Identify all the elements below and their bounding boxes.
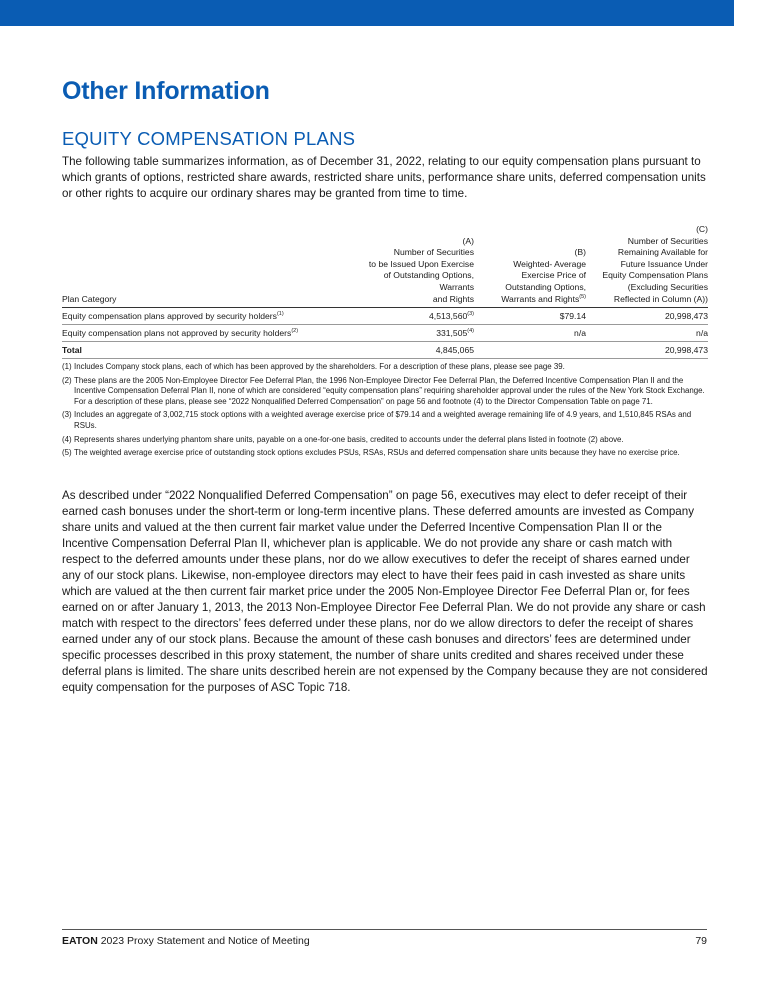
header-c-line: (Excluding Securities [627, 281, 708, 292]
footer-title [62, 935, 310, 947]
cell-b: n/a [474, 325, 586, 342]
header-b-line: Weighted- Average [513, 258, 586, 269]
header-a-line: of Outstanding Options, [383, 270, 474, 281]
table-row [62, 325, 708, 342]
cell-c: 20,998,473 [586, 308, 708, 325]
header-a-line: and Rights [432, 293, 474, 304]
total-a: 4,845,065 [352, 342, 474, 359]
footnote-text: Includes an aggregate of 3,002,715 stock options with a weighted average exercise price of $79.14 and a weighted average remaining life of 4.9 years, and 1,510,845 RSAs and RSUs. [74, 410, 692, 430]
footnote-text: Includes Company stock plans, each of which has been approved by the shareholders. For a description of these plans, please see page 39. [74, 362, 565, 371]
footnote [62, 362, 708, 373]
footnote [62, 410, 708, 431]
footnote-text: The weighted average exercise price of outstanding stock options excludes PSUs, RSAs, RSUs and deferred compensation share units because they have no exercise price. [74, 448, 680, 458]
header-b-line: Outstanding Options, [505, 281, 586, 292]
header-a-line: to be Issued Upon Exercise [368, 258, 474, 269]
footnote-text: Represents shares underlying phantom share units, payable on a one-for-one basis, credited to accounts under the deferral plans listed in footnote (2) above. [74, 434, 624, 444]
section-heading: EQUITY COMPENSATION PLANS [62, 128, 356, 149]
header-b-last: Warrants and Rights [501, 293, 580, 304]
footnote-number: (2) [62, 375, 72, 385]
cell-a [352, 325, 474, 342]
footer-brand: EATON [62, 935, 98, 947]
page-number: 79 [695, 935, 707, 947]
header-a-letter: (A) [462, 235, 474, 246]
footnote-ref: (4) [467, 328, 474, 335]
intro-paragraph: The following table summarizes information, as of December 31, 2022, relating to our equity compensation plans pursuant to which grants of options, restricted share awards, restricted share units, performance share units, deferred compensation units or other rights to acquire our ordinary shares may be granted from time to time. [62, 155, 706, 200]
cell-a-value: 331,505 [436, 328, 468, 339]
footnote-ref: (5) [579, 293, 586, 300]
equity-compensation-table [62, 224, 708, 359]
top-color-bar [0, 0, 734, 26]
header-c-letter: (C) [696, 224, 708, 234]
footnote-number: (3) [62, 410, 72, 420]
footnote-ref: (1) [276, 311, 284, 318]
total-label: Total [62, 342, 352, 359]
cell-a-value: 4,513,560 [429, 311, 468, 322]
header-column-a [352, 224, 474, 308]
cell-b: $79.14 [474, 308, 586, 325]
total-row [62, 342, 708, 359]
footer-divider [62, 929, 707, 930]
header-c-line: Equity Compensation Plans [602, 270, 708, 281]
total-c: 20,998,473 [586, 342, 708, 359]
footnote-number: (1) [62, 362, 72, 371]
cell-c: n/a [586, 325, 708, 342]
header-c-line: Reflected in Column (A)) [613, 293, 708, 304]
footnote-text: These plans are the 2005 Non-Employee Director Fee Deferral Plan, the 1996 Non-Employee Director Fee Deferral Plan, the Deferred Incentive Compensation Plan II and the Incentive Compensation Deferral Plan II, none of which are considered “equity compensation plans” requiring shareholder approval under the rules of the New York Stock Exchange. For a description of these plans, please see “2022 Nonqualified Deferred Compensation” on page 56 and footnote (4) to the Director Compensation Table on page 71. [74, 375, 705, 406]
header-c-line: Future Issuance Under [620, 258, 708, 269]
row-label-text: Equity compensation plans approved by security holders [62, 311, 277, 322]
header-column-c [586, 224, 708, 308]
header-c-line: Remaining Available for [617, 247, 708, 258]
header-b-line [474, 294, 586, 306]
footnote [62, 435, 708, 446]
footnotes [62, 362, 708, 462]
row-label [62, 325, 352, 342]
footnote [62, 448, 708, 459]
row-label [62, 308, 352, 325]
header-plan-category: Plan Category [62, 224, 352, 308]
total-b [474, 342, 586, 359]
cell-a [352, 308, 474, 325]
header-b-line: Exercise Price of [521, 270, 586, 281]
footnote [62, 376, 708, 408]
header-a-line: Warrants [439, 281, 474, 292]
footer-doc-title: 2023 Proxy Statement and Notice of Meeting [100, 935, 310, 947]
footnote-ref: (2) [291, 328, 299, 335]
footnote-ref: (3) [467, 311, 474, 318]
page-footer [62, 935, 707, 947]
page-title: Other Information [62, 77, 270, 105]
header-b-letter: (B) [574, 247, 586, 258]
row-label-text: Equity compensation plans not approved by security holders [62, 328, 292, 339]
footnote-number: (5) [62, 448, 72, 458]
header-a-line: Number of Securities [393, 247, 474, 258]
footnote-number: (4) [62, 434, 72, 444]
body-paragraph: As described under “2022 Nonqualified Deferred Compensation” on page 56, executives may elect to defer receipt of their earned cash bonuses under the short-term or long-term incentive plans. These deferred amounts are invested as Company share units and valued at the then current fair market value under the Deferred Incentive Compensation Plan II or the Incentive Compensation Deferral Plan II, whichever plan is applicable. We do not provide any share or cash match with respect to the deferred amounts under these plans, nor do we allow executives to defer the receipt of shares earned under any of our stock plans. Likewise, non-employee directors may elect to have their fees paid in cash invested as share units which are valued at the then current fair market price under the 2005 Non-Employee Director Fee Deferral Plan or, for fees earned on or after January 1, 2013, the 2013 Non-Employee Director Fee Deferral Plan. We do not provide any share or cash match with respect to the directors’ fees deferred under these plans, nor do we allow directors to defer the receipt of shares earned under any of our stock plans. Because the amount of these cash bonuses and directors’ fees are determined under specific processes described in this proxy statement, the number of share units credited and shares received under these deferral plans is limited. The share units described herein are not expensed by the Company because they are not considered equity compensation for the purposes of ASC Topic 718. [62, 489, 708, 694]
table-header-row [62, 224, 708, 308]
table-row [62, 308, 708, 325]
header-column-b [474, 224, 586, 308]
header-c-line: Number of Securities [627, 235, 708, 246]
